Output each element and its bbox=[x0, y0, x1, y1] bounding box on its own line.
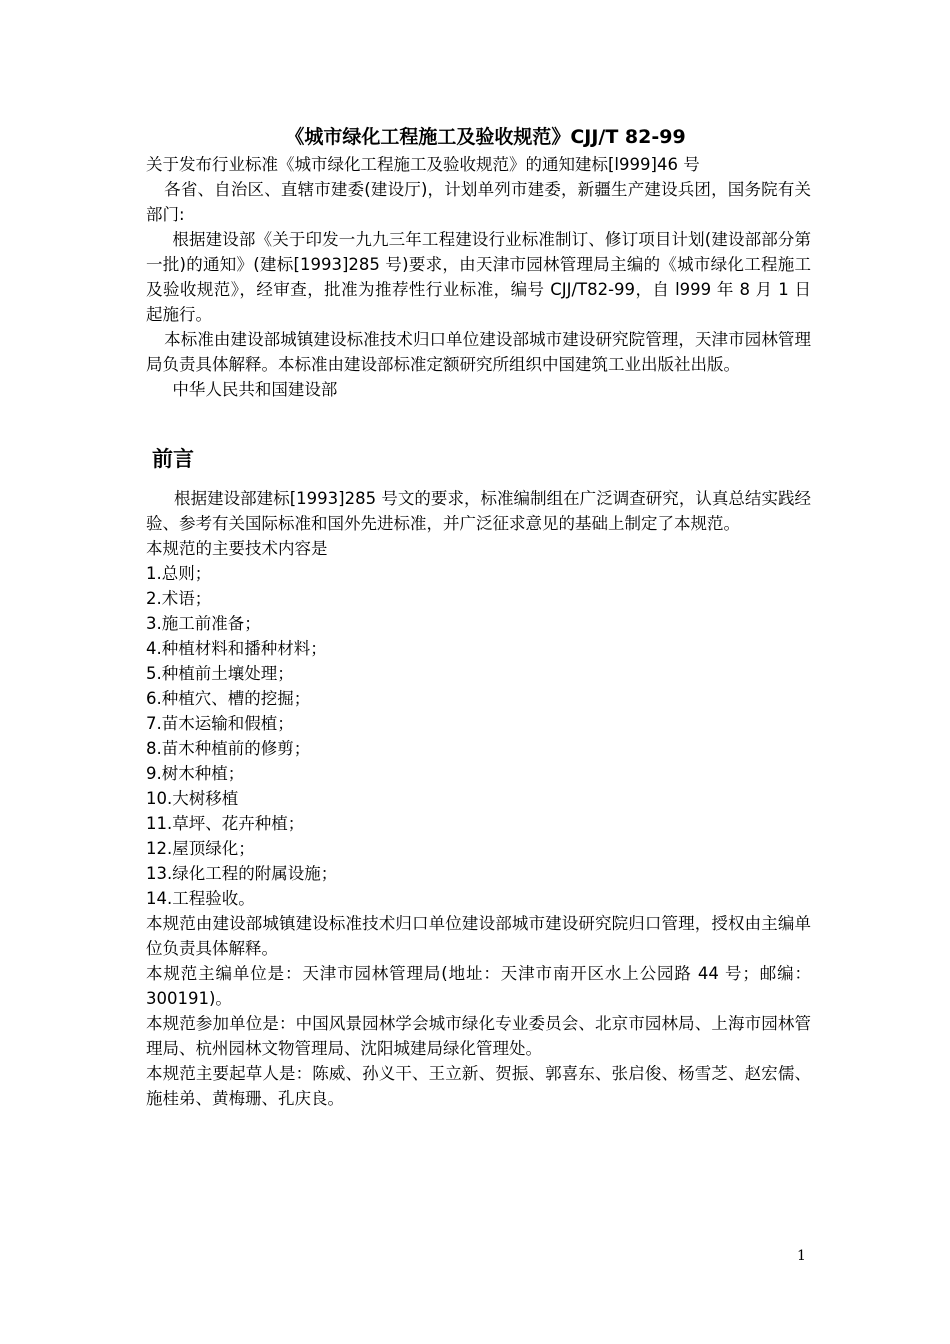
list-item: 14.工程验收。 bbox=[146, 889, 255, 908]
contents-list bbox=[146, 561, 811, 911]
list-item: 13.绿化工程的附属设施； bbox=[146, 864, 338, 883]
list-item: 4.种植材料和播种材料； bbox=[146, 639, 327, 658]
document-title: 《城市绿化工程施工及验收规范》CJJ/T 82-99 bbox=[285, 126, 686, 148]
foreword-intro: 根据建设部建标[1993]285 号文的要求，标准编制组在广泛调查研究，认真总结实践经验、参考有关国际标准和国外先进标准，并广泛征求意见的基础上制定了本规范。 bbox=[146, 489, 811, 533]
list-item: 3.施工前准备； bbox=[146, 614, 261, 633]
foreword-drafters: 本规范主要起草人是：陈威、孙义干、王立新、贺振、郭喜东、张启俊、杨雪芝、赵宏儒、施桂弟、黄梅珊、孔庆良。 bbox=[146, 1064, 811, 1108]
list-item: 1.总则； bbox=[146, 564, 212, 583]
foreword-contents-label: 本规范的主要技术内容是 bbox=[146, 539, 328, 558]
list-item: 11.草坪、花卉种植； bbox=[146, 814, 305, 833]
notice-issuer: 中华人民共和国建设部 bbox=[172, 380, 338, 399]
list-item: 12.屋顶绿化； bbox=[146, 839, 255, 858]
foreword-editor-unit: 本规范主编单位是：天津市园林管理局(地址：天津市南开区水上公园路 44 号；邮编：300191)。 bbox=[146, 964, 811, 1008]
list-item: 8.苗木种植前的修剪； bbox=[146, 739, 311, 758]
notice-body: 根据建设部《关于印发一九九三年工程建设行业标准制订、修订项目计划(建设部部分第一批)的通知》(建标[1993]285 号)要求，由天津市园林管理局主编的《城市绿化工程施工及验收规范》，经审查，批准为推荐性行业标准，编号 CJJ/T82-99，自 l999 年 8 月 1 日起施行。 bbox=[146, 230, 811, 324]
foreword-participants: 本规范参加单位是：中国风景园林学会城市绿化专业委员会、北京市园林局、上海市园林管理局、杭州园林文物管理局、沈阳城建局绿化管理处。 bbox=[146, 1014, 811, 1058]
list-item: 6.种植穴、槽的挖掘； bbox=[146, 689, 311, 708]
list-item: 9.树木种植； bbox=[146, 764, 245, 783]
notice-recipients: 各省、自治区、直辖市建委(建设厅)，计划单列市建委，新疆生产建设兵团，国务院有关部门: bbox=[146, 180, 811, 224]
foreword-management: 本规范由建设部城镇建设标准技术归口单位建设部城市建设研究院归口管理，授权由主编单位负责具体解释。 bbox=[146, 914, 811, 958]
notice-management: 本标准由建设部城镇建设标准技术归口单位建设部城市建设研究院管理，天津市园林管理局负责具体解释。本标准由建设部标准定额研究所组织中国建筑工业出版社出版。 bbox=[146, 330, 811, 374]
notice-heading: 关于发布行业标准《城市绿化工程施工及验收规范》的通知建标[l999]46 号 bbox=[146, 155, 700, 174]
list-item: 7.苗木运输和假植； bbox=[146, 714, 294, 733]
page-number: 1 bbox=[797, 1248, 806, 1264]
foreword-heading: 前言 bbox=[152, 447, 194, 471]
list-item: 5.种植前土壤处理； bbox=[146, 664, 294, 683]
list-item: 2.术语； bbox=[146, 589, 212, 608]
list-item: 10.大树移植 bbox=[146, 789, 239, 808]
page-content bbox=[146, 122, 811, 1111]
